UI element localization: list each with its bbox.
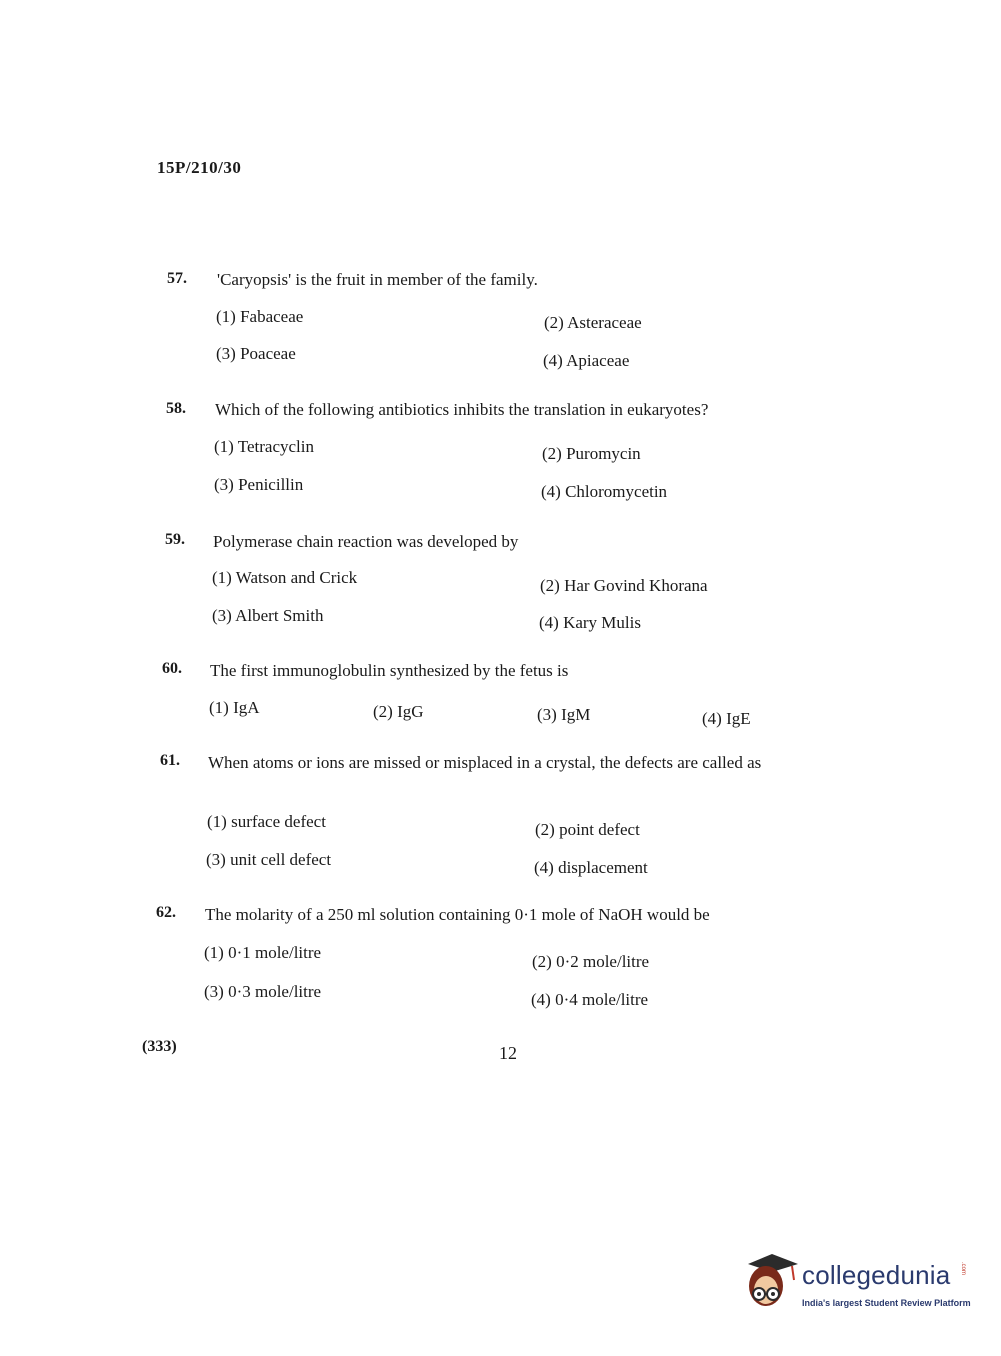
option-2: (2) point defect xyxy=(535,820,640,839)
footer-code: (333) xyxy=(142,1038,177,1055)
option-4: (4) displacement xyxy=(534,858,648,877)
question-number: 59. xyxy=(165,531,185,548)
page-number: 12 xyxy=(499,1043,517,1063)
option-1: (1) Tetracyclin xyxy=(214,437,314,456)
question-text: Which of the following antibiotics inhibits the translation in eukaryotes? xyxy=(215,400,709,419)
option-1: (1) Fabaceae xyxy=(216,307,304,326)
question-number: 58. xyxy=(166,400,186,417)
question-text: Polymerase chain reaction was developed by xyxy=(213,532,519,551)
mascot-icon xyxy=(742,1250,800,1310)
question-text: When atoms or ions are missed or misplaced in a crystal, the defects are called as xyxy=(208,753,762,772)
option-3: (3) 0·3 mole/litre xyxy=(204,982,322,1001)
option-2: (2) Asteraceae xyxy=(544,313,642,332)
option-1: (1) Watson and Crick xyxy=(212,568,358,587)
question-number: 57. xyxy=(167,270,187,287)
paper-code: 15P/210/30 xyxy=(157,158,242,177)
option-1: (1) IgA xyxy=(209,698,260,717)
option-3: (3) Albert Smith xyxy=(212,606,324,625)
logo-domain-suffix: .com xyxy=(960,1262,966,1276)
question-text: The molarity of a 250 ml solution containing 0·1 mole of NaOH would be xyxy=(205,905,710,924)
logo-brand-name: collegedunia xyxy=(802,1260,951,1290)
option-3: (3) Penicillin xyxy=(214,475,304,494)
option-4: (4) Apiaceae xyxy=(543,351,630,370)
question-text: 'Caryopsis' is the fruit in member of the family. xyxy=(217,270,538,289)
question-text: The first immunoglobulin synthesized by the fetus is xyxy=(210,661,569,680)
option-4: (4) IgE xyxy=(702,709,751,728)
question-number: 62. xyxy=(156,904,176,921)
option-3: (3) IgM xyxy=(537,705,591,724)
option-2: (2) 0·2 mole/litre xyxy=(532,952,650,971)
option-3: (3) Poaceae xyxy=(216,344,296,363)
option-4: (4) Kary Mulis xyxy=(539,613,641,632)
question-number: 61. xyxy=(160,752,180,769)
option-4: (4) Chloromycetin xyxy=(541,482,668,501)
collegedunia-logo xyxy=(742,1246,972,1316)
option-4: (4) 0·4 mole/litre xyxy=(531,990,649,1009)
option-1: (1) 0·1 mole/litre xyxy=(204,943,322,962)
option-2: (2) Har Govind Khorana xyxy=(540,576,708,595)
question-number: 60. xyxy=(162,660,182,677)
option-3: (3) unit cell defect xyxy=(206,850,332,869)
option-2: (2) IgG xyxy=(373,702,424,721)
option-1: (1) surface defect xyxy=(207,812,326,831)
option-2: (2) Puromycin xyxy=(542,444,641,463)
logo-tagline: India's largest Student Review Platform xyxy=(802,1298,971,1308)
